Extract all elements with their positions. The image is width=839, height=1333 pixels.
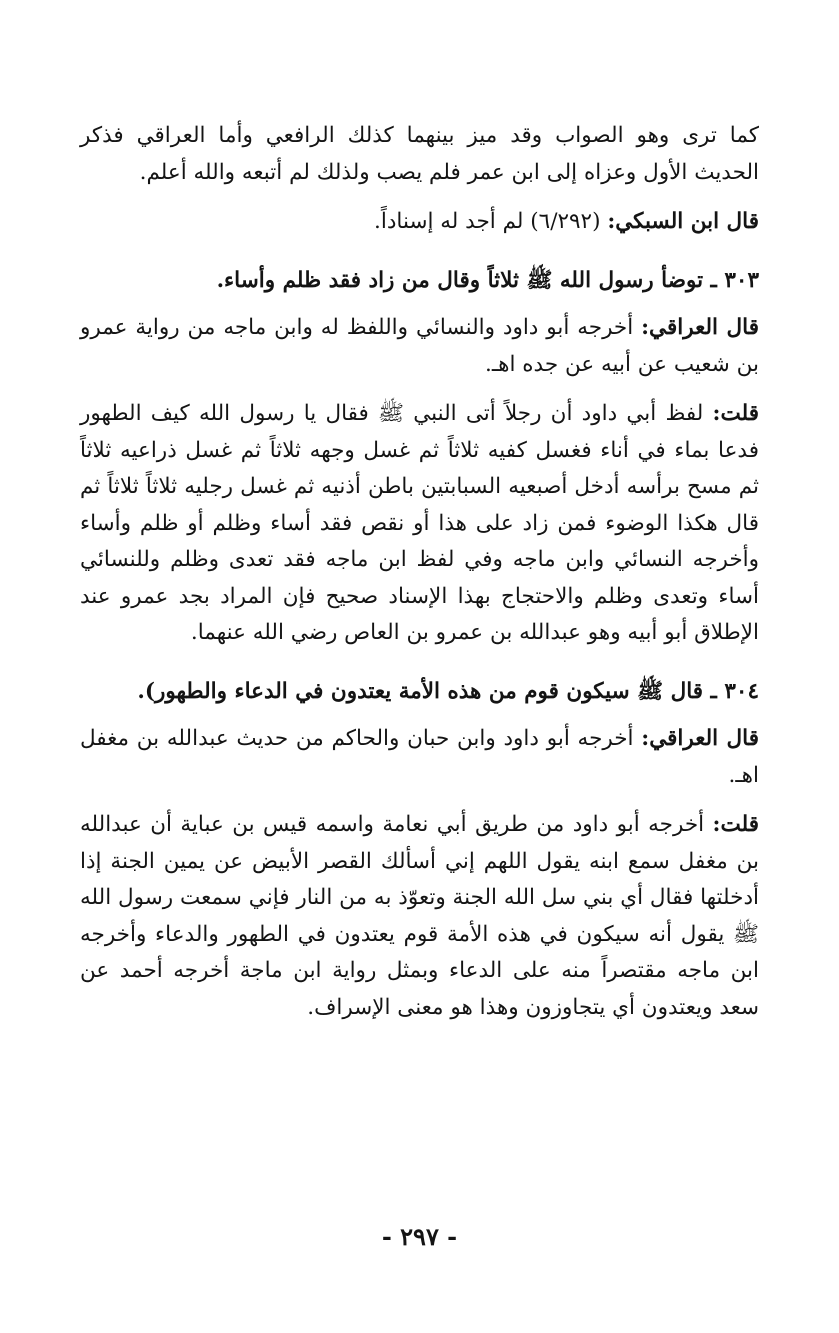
- paragraph-qultu-304-text: أخرجه أبو داود من طريق أبي نعامة واسمه قيس بن عباية أن عبدالله بن مغفل سمع ابنه يقول اللهم إني أسألك القصر الأبيض عن يمين الجنة إذا أدخلتها فقال أي بني سل الله الجنة وتعوّذ به من النار فإني سمعت رسول الله ﷺ يقول أنه سيكون في هذه الأمة قوم يعتدون في الطهور والدعاء وأخرجه ابن ماجه مقتصراً منه على الدعاء وبمثل رواية ابن ماجة أخرجه أحمد عن سعد ويعتدون أي يتجاوزون وهذا هو معنى الإسراف.: [80, 812, 759, 1020]
- hadith-heading-303: ٣٠٣ ـ توضأ رسول الله ﷺ ثلاثاً وقال من زاد فقد ظلم وأساء.: [216, 267, 759, 293]
- paragraph-iraqi-303: [80, 310, 759, 383]
- paragraph-qultu-304: [80, 807, 759, 1026]
- paragraph-iraqi-304: [80, 721, 759, 794]
- page-number: - ٢٩٧ -: [381, 1222, 458, 1251]
- paragraph-subki: [80, 204, 759, 241]
- paragraph-iraqi-303-text: أخرجه أبو داود والنسائي واللفظ له وابن ماجه من رواية عمرو بن شعيب عن أبيه عن جده اهـ.: [80, 315, 759, 377]
- paragraph-iraqi-304-text: أخرجه أبو داود وابن حبان والحاكم من حديث عبدالله بن مغفل اهـ.: [80, 726, 759, 788]
- speaker-label: قال العراقي:: [641, 315, 759, 340]
- speaker-label: قلت:: [712, 401, 759, 426]
- paragraph-intro: [80, 118, 759, 191]
- speaker-label: قال ابن السبكي:: [607, 209, 759, 234]
- paragraph-qultu-303-text: لفظ أبي داود أن رجلاً أتى النبي ﷺ فقال يا رسول الله كيف الطهور فدعا بماء في أناء فغسل كفيه ثلاثاً ثم غسل وجهه ثلاثاً ثم غسل ذراعيه ثلاثاً ثم مسح برأسه أدخل أصبعيه السبابتين باطن أذنيه ثم غسل رجليه ثلاثاً ثلاثاً ثم قال هكذا الوضوء فمن زاد على هذا أو نقص فقد أساء وظلم أو ظلم وأساء وأخرجه النسائي وابن ماجه وفي لفظ ابن ماجه فقد تعدى وظلم وللنسائي أساء وتعدى وظلم والاحتجاج بهذا الإسناد صحيح فإن المراد بجد عمرو عند الإطلاق أبو أبيه وهو عبدالله بن عمرو بن العاص رضي الله عنهما.: [80, 401, 759, 645]
- paragraph-qultu-303: [80, 396, 759, 652]
- speaker-label: قلت:: [712, 812, 759, 837]
- paragraph-subki-text: (٦/٢٩٢) لم أجد له إسناداً.: [374, 209, 601, 234]
- paragraph-intro-text: كما ترى وهو الصواب وقد ميز بينهما كذلك الرافعي وأما العراقي فذكر الحديث الأول وعزاه إلى ابن عمر فلم يصب ولذلك لم أتبعه والله أعلم.: [80, 123, 759, 185]
- page-body: [80, 118, 759, 1039]
- speaker-label: قال العراقي:: [641, 726, 759, 751]
- hadith-heading-304: ٣٠٤ ـ قال ﷺ سيكون قوم من هذه الأمة يعتدون في الدعاء والطهور).: [137, 678, 759, 704]
